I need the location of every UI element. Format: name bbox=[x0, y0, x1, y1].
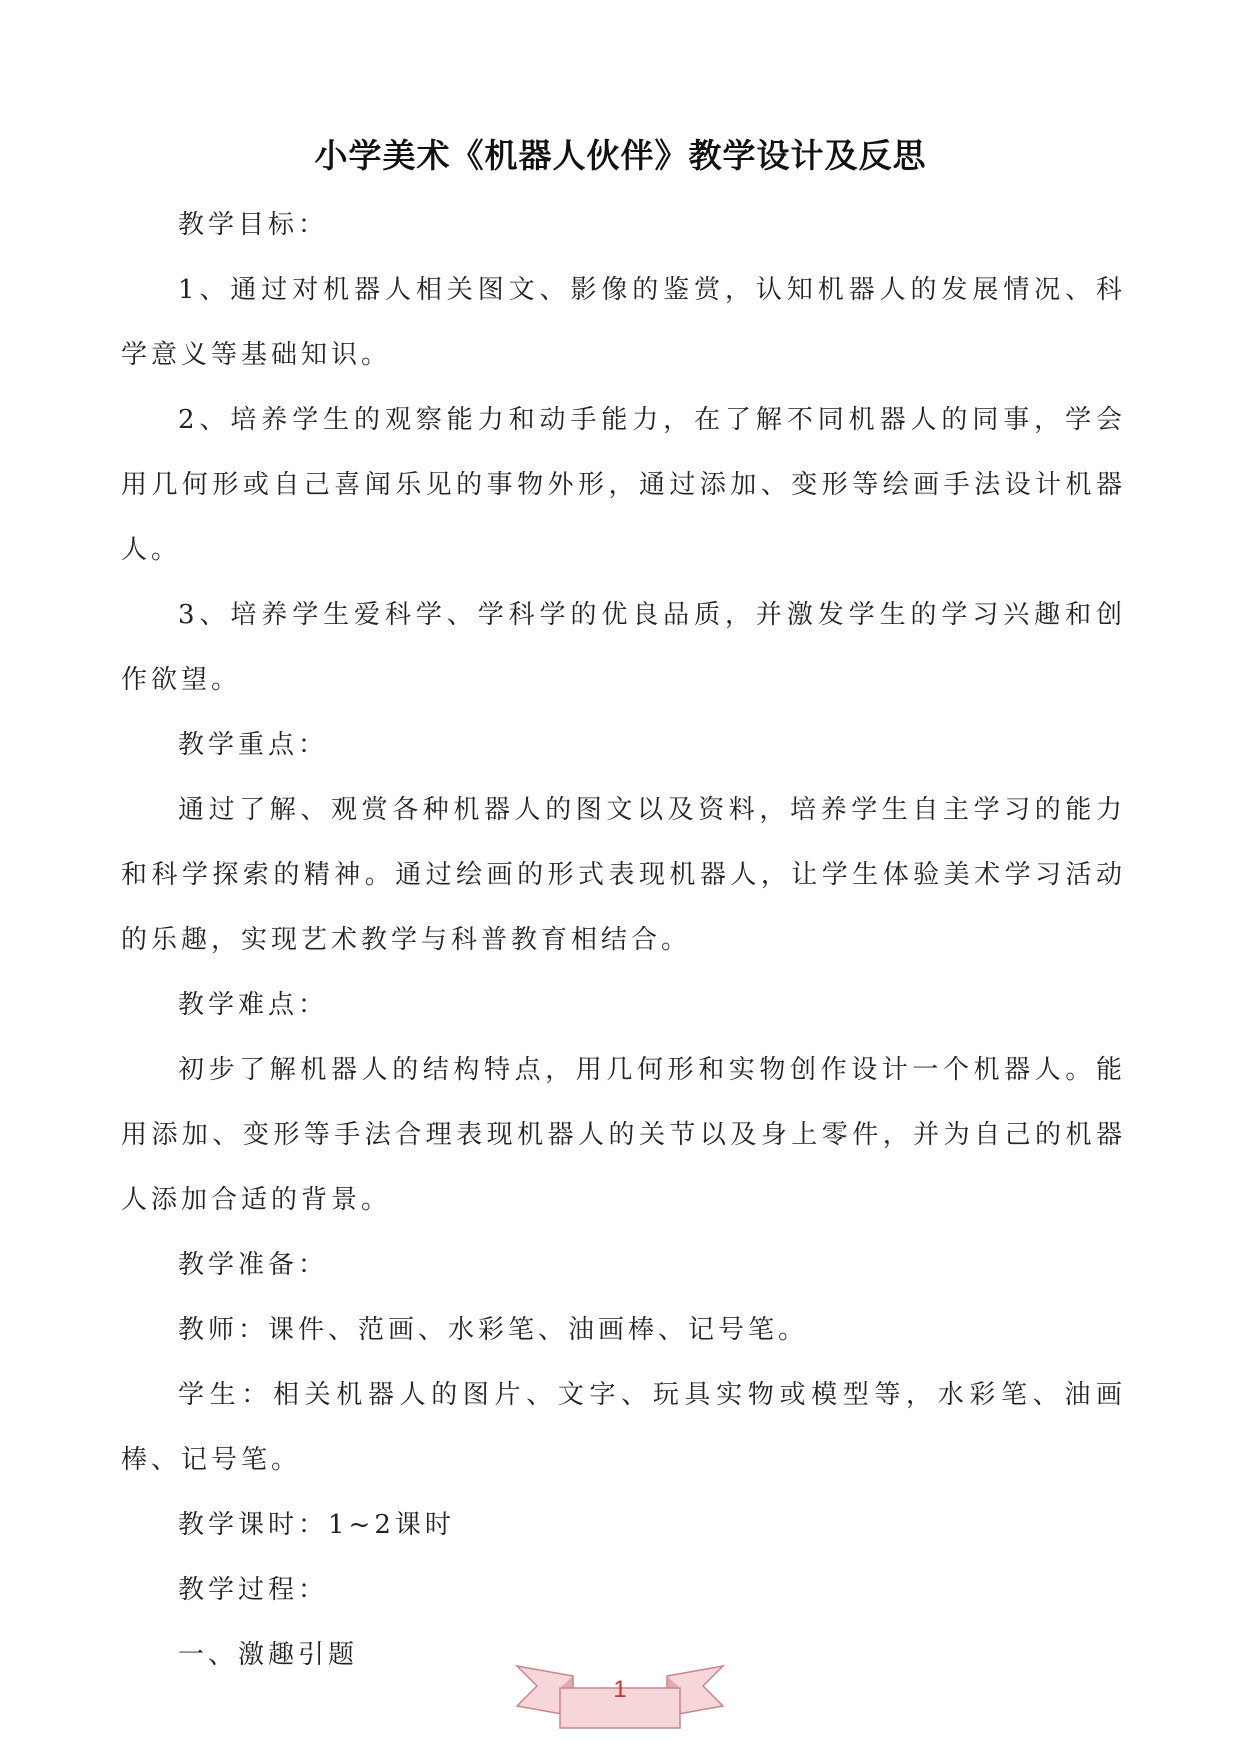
page-number-ribbon bbox=[515, 1658, 725, 1738]
objective-item-2: 2、培养学生的观察能力和动手能力，在了解不同机器人的同事，学会用几何形或自己喜闻乐见的事物外形，通过添加、变形等绘画手法设计机器人。 bbox=[121, 405, 1126, 565]
teacher-preparation: 教师：课件、范画、水彩笔、油画棒、记号笔。 bbox=[178, 1315, 809, 1345]
difficulties-text: 初步了解机器人的结构特点，用几何形和实物创作设计一个机器人。能用添加、变形等手法合理表现机器人的关节以及身上零件，并为自己的机器人添加合适的背景。 bbox=[121, 1055, 1126, 1215]
document-title: 小学美术《机器人伙伴》教学设计及反思 bbox=[314, 136, 927, 175]
objective-item-1: 1、通过对机器人相关图文、影像的鉴赏，认知机器人的发展情况、科学意义等基础知识。 bbox=[121, 275, 1126, 370]
heading-process: 教学过程： bbox=[178, 1575, 329, 1605]
document-body bbox=[121, 193, 1126, 1688]
heading-preparation: 教学准备： bbox=[178, 1250, 329, 1280]
heading-key-points: 教学重点： bbox=[178, 730, 329, 760]
key-points-text: 通过了解、观赏各种机器人的图文以及资料，培养学生自主学习的能力和科学探索的精神。通过绘画的形式表现机器人，让学生体验美术学习活动的乐趣，实现艺术教学与科普教育相结合。 bbox=[121, 795, 1126, 955]
class-hours: 教学课时：1~2课时 bbox=[178, 1510, 455, 1540]
heading-teaching-objectives: 教学目标： bbox=[178, 210, 329, 240]
page-number: 1 bbox=[613, 1676, 627, 1703]
heading-difficulties: 教学难点： bbox=[178, 990, 329, 1020]
process-step-1: 一、激趣引题 bbox=[178, 1640, 359, 1670]
objective-item-3: 3、培养学生爱科学、学科学的优良品质，并激发学生的学习兴趣和创作欲望。 bbox=[121, 600, 1126, 695]
student-preparation: 学生：相关机器人的图片、文字、玩具实物或模型等，水彩笔、油画棒、记号笔。 bbox=[121, 1380, 1126, 1475]
